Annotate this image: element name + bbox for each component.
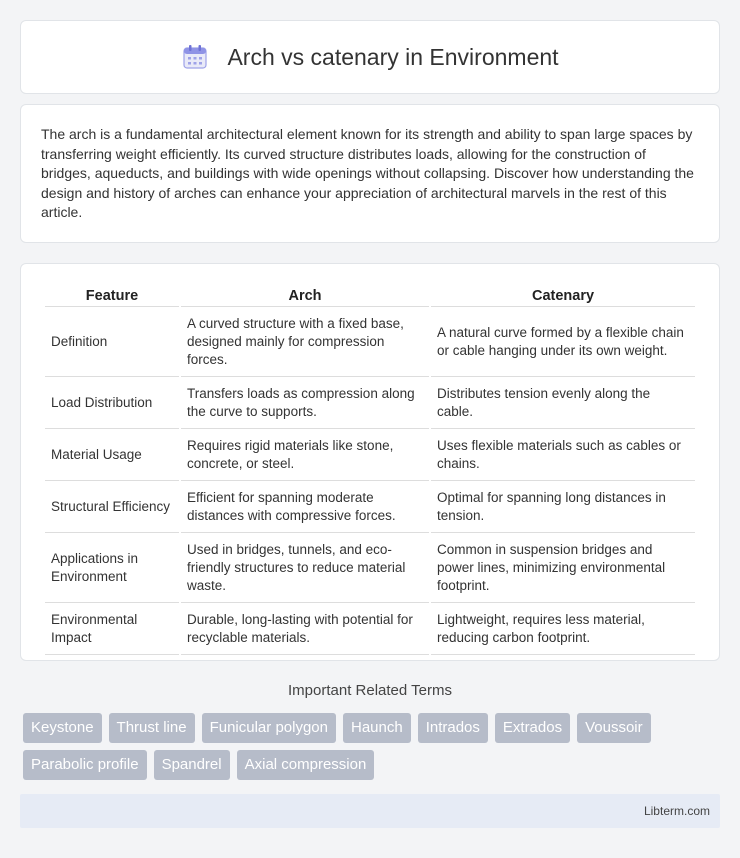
header-feature: Feature [45,282,179,307]
comparison-table [43,282,697,655]
intro-text: The arch is a fundamental architectural element known for its strength and ability to span large spaces by transferring weight efficiently. Its curved structure distributes loads, allowing for the construction of bridges, aqueducts, and buildings with wide openings without collapsing. Discover how understanding the design and history of arches can enhance your appreciation of architectural marvels in the rest of this article. [41,126,694,221]
row-feature: Applications in Environment [45,533,179,603]
tag-thrust-line[interactable]: Thrust line [109,713,195,743]
row-catenary: Optimal for spanning long distances in tension. [431,481,695,533]
row-arch: A curved structure with a fixed base, designed mainly for compression forces. [181,307,429,377]
header-card [20,20,720,94]
tag-haunch[interactable]: Haunch [343,713,411,743]
row-feature: Environmental Impact [45,603,179,655]
row-feature: Structural Efficiency [45,481,179,533]
related-terms-title: Important Related Terms [288,682,452,699]
intro-card [20,104,720,243]
calendar-icon [181,43,209,71]
row-feature: Definition [45,307,179,377]
page-title: Arch vs catenary in Environment [227,43,559,70]
related-terms-list [23,713,703,780]
table-header-row [45,282,695,307]
row-catenary: Common in suspension bridges and power lines, minimizing environmental footprint. [431,533,695,603]
row-feature: Material Usage [45,429,179,481]
table-row [45,377,695,429]
tag-spandrel[interactable]: Spandrel [154,750,230,780]
footer-site-link[interactable]: Libterm.com [643,804,710,818]
tag-axial-compression[interactable]: Axial compression [237,750,375,780]
table-row [45,307,695,377]
tag-voussoir[interactable]: Voussoir [577,713,651,743]
row-arch: Durable, long-lasting with potential for recyclable materials. [181,603,429,655]
row-arch: Transfers loads as compression along the curve to supports. [181,377,429,429]
tag-intrados[interactable]: Intrados [418,713,488,743]
table-row [45,603,695,655]
row-feature: Load Distribution [45,377,179,429]
table-row [45,429,695,481]
header-catenary: Catenary [431,282,695,307]
row-arch: Efficient for spanning moderate distances with compressive forces. [181,481,429,533]
table-row [45,481,695,533]
tag-keystone[interactable]: Keystone [23,713,102,743]
comparison-table-card [20,263,720,661]
row-catenary: Distributes tension evenly along the cable. [431,377,695,429]
tag-parabolic-profile[interactable]: Parabolic profile [23,750,147,780]
tag-extrados[interactable]: Extrados [495,713,570,743]
tag-funicular-polygon[interactable]: Funicular polygon [202,713,336,743]
header-arch: Arch [181,282,429,307]
row-catenary: Uses flexible materials such as cables or chains. [431,429,695,481]
row-arch: Used in bridges, tunnels, and eco-friendly structures to reduce material waste. [181,533,429,603]
row-catenary: Lightweight, requires less material, reducing carbon footprint. [431,603,695,655]
row-arch: Requires rigid materials like stone, concrete, or steel. [181,429,429,481]
title-wrap [181,43,558,71]
table-row [45,533,695,603]
footer [20,794,720,828]
row-catenary: A natural curve formed by a flexible chain or cable hanging under its own weight. [431,307,695,377]
